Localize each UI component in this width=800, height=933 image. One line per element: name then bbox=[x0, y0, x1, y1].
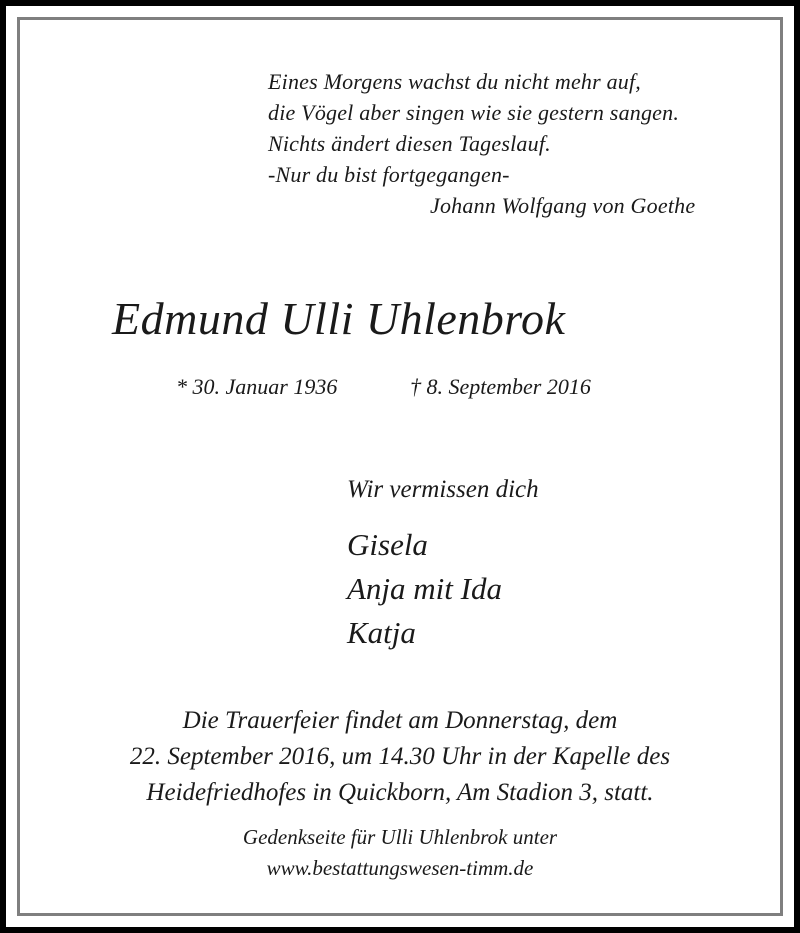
poem-line-2: die Vögel aber singen wie sie gestern sangen. bbox=[268, 100, 680, 125]
poem-line-4: -Nur du bist fortgegangen- bbox=[268, 162, 510, 187]
mourner-name: Katja bbox=[347, 615, 416, 650]
death-date: † 8. September 2016 bbox=[410, 374, 591, 399]
poem-author: Johann Wolfgang von Goethe bbox=[430, 193, 696, 218]
service-line-2: 22. September 2016, um 14.30 Uhr in der Kapelle des bbox=[129, 743, 671, 770]
deceased-name: Edmund Ulli Uhlenbrok bbox=[112, 293, 566, 344]
mourner-name: Gisela bbox=[347, 527, 428, 562]
poem-line-3: Nichts ändert diesen Tageslauf. bbox=[268, 131, 551, 156]
memorial-url: www.bestattungswesen-timm.de bbox=[266, 856, 534, 880]
service-line-1: Die Trauerfeier findet am Donnerstag, dem bbox=[182, 707, 618, 734]
mourner-name: Anja mit Ida bbox=[347, 571, 502, 606]
poem-line-1: Eines Morgens wachst du nicht mehr auf, bbox=[268, 69, 642, 94]
memorial-line-1: Gedenkseite für Ulli Uhlenbrok unter bbox=[242, 825, 558, 849]
mourners-intro: Wir vermissen dich bbox=[347, 476, 539, 503]
service-line-3: Heidefriedhofes in Quickborn, Am Stadion 3, statt. bbox=[146, 779, 654, 806]
birth-date: * 30. Januar 1936 bbox=[176, 374, 338, 399]
